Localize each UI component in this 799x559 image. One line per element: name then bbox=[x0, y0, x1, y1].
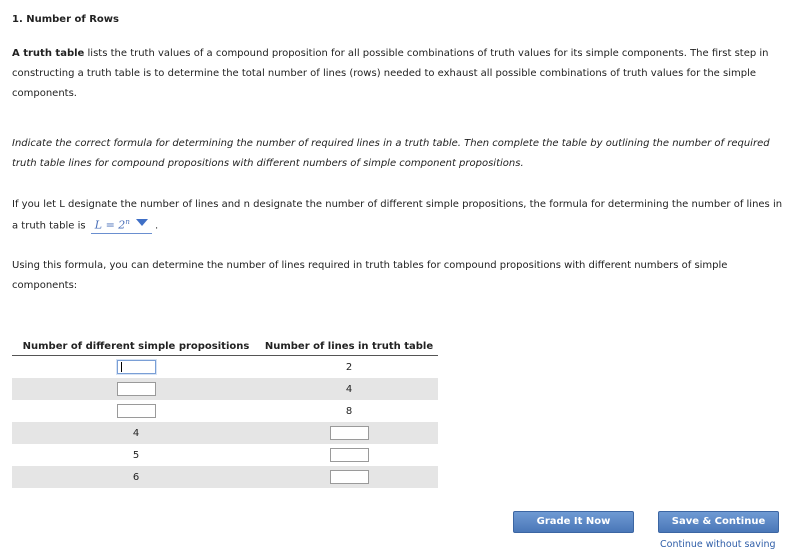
propositions-cell: 4 bbox=[12, 422, 260, 444]
formula-base: L = 2 bbox=[94, 218, 126, 232]
formula-dropdown[interactable] bbox=[91, 215, 152, 234]
table-row bbox=[12, 444, 438, 466]
table-row bbox=[12, 356, 438, 379]
header-lines: Number of lines in truth table bbox=[260, 337, 438, 356]
intro-paragraph bbox=[12, 44, 791, 104]
formula-prefix: If you let L designate the number of lines and n designate the number of different simple propositions, the formula for determining the number of lines in a truth table is bbox=[12, 199, 783, 232]
formula-exponent: n bbox=[125, 218, 130, 226]
lines-cell: 8 bbox=[345, 405, 353, 417]
continue-without-saving-link[interactable]: Continue without saving bbox=[660, 539, 776, 550]
formula-suffix: . bbox=[155, 220, 159, 232]
lines-cell bbox=[260, 422, 438, 444]
lines-input[interactable] bbox=[330, 426, 369, 440]
intro-text: lists the truth values of a compound proposition for all possible combinations of truth values for its simple components. The first step in constructing a truth table is to determine the total number of lines (rows) needed to exhaust all possible combinations of truth values for the simple components. bbox=[12, 48, 769, 99]
table-row bbox=[12, 422, 438, 444]
lines-cell: 4 bbox=[260, 378, 438, 400]
table-row bbox=[12, 466, 438, 488]
lines-cell: 2 bbox=[345, 361, 353, 373]
lines-cell bbox=[260, 466, 438, 488]
chevron-down-icon bbox=[136, 219, 148, 226]
propositions-input[interactable] bbox=[117, 382, 156, 396]
instructions-paragraph: Indicate the correct formula for determining the number of required lines in a truth table. Then complete the table by outlining the number of required truth table lines for compound propositions with different numbers of simple component propositions. bbox=[12, 138, 770, 169]
text-cursor bbox=[121, 362, 122, 372]
grade-it-now-button[interactable]: Grade It Now bbox=[513, 511, 634, 533]
save-continue-button[interactable]: Save & Continue bbox=[658, 511, 779, 533]
table-header-row bbox=[12, 337, 438, 356]
propositions-cell bbox=[12, 378, 260, 400]
using-formula-paragraph: Using this formula, you can determine the number of lines required in truth tables for compound propositions with different numbers of simple components: bbox=[12, 260, 728, 291]
table-row bbox=[12, 400, 438, 422]
lines-cell bbox=[260, 444, 438, 466]
propositions-cell bbox=[12, 356, 260, 379]
propositions-cell bbox=[12, 400, 260, 422]
table-row bbox=[12, 378, 438, 400]
intro-bold-term: A truth table bbox=[12, 48, 85, 59]
truth-table-lines-table bbox=[12, 337, 438, 488]
header-propositions: Number of different simple propositions bbox=[12, 337, 260, 356]
propositions-input[interactable] bbox=[117, 404, 156, 418]
lines-input[interactable] bbox=[330, 470, 369, 484]
propositions-cell: 5 bbox=[132, 449, 140, 461]
question-title: 1. Number of Rows bbox=[12, 14, 119, 25]
propositions-cell: 6 bbox=[12, 466, 260, 488]
propositions-input[interactable] bbox=[117, 360, 156, 374]
lines-input[interactable] bbox=[330, 448, 369, 462]
formula-paragraph bbox=[12, 195, 791, 237]
